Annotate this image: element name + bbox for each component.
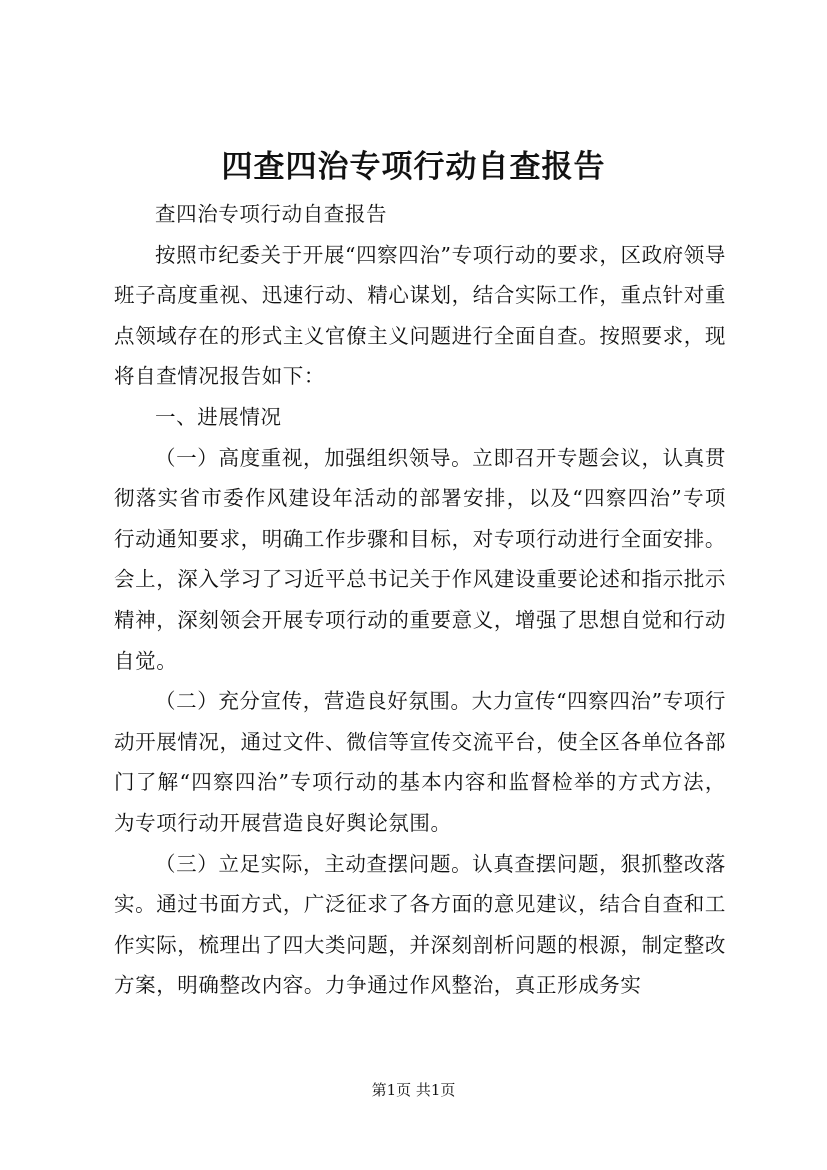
body-paragraph: （三）立足实际，主动查摆问题。认真查摆问题，狠抓整改落实。通过书面方式，广泛征求了各方面的意见建议，结合自查和工作实际，梳理出了四大类问题，并深刻剖析问题的根源，制定整改方案，明确整改内容。力争通过作风整治，真正形成务实 [114,851,726,998]
document-title: 四查四治专项行动自查报告 [221,149,606,185]
subtitle-paragraph: 查四治专项行动自查报告 [155,202,388,226]
intro-paragraph: 按照市纪委关于开展“四察四治”专项行动的要求，区政府领导班子高度重视、迅速行动、精心谋划，结合实际工作，重点针对重点领域存在的形式主义官僚主义问题进行全面自查。按照要求，现将自查情况报告如下： [114,242,726,389]
page-number: 第1页 共1页 [371,1081,456,1099]
section-heading: 一、进展情况 [155,404,282,429]
document-body [114,194,726,1006]
page-footer [0,1078,827,1102]
body-paragraph: （二）充分宣传，营造良好氛围。大力宣传“四察四治”专项行动开展情况，通过文件、微信等宣传交流平台，使全区各单位各部门了解“四察四治”专项行动的基本内容和监督检举的方式方法，为专项行动开展营造良好舆论氛围。 [114,689,726,835]
body-paragraph: （一）高度重视，加强组织领导。立即召开专题会议，认真贯彻落实省市委作风建设年活动的部署安排，以及“四察四治”专项行动通知要求，明确工作步骤和目标，对专项行动进行全面安排。会上，深入学习了习近平总书记关于作风建设重要论述和指示批示精神，深刻领会开展专项行动的重要意义，增强了思想自觉和行动自觉。 [114,445,726,673]
